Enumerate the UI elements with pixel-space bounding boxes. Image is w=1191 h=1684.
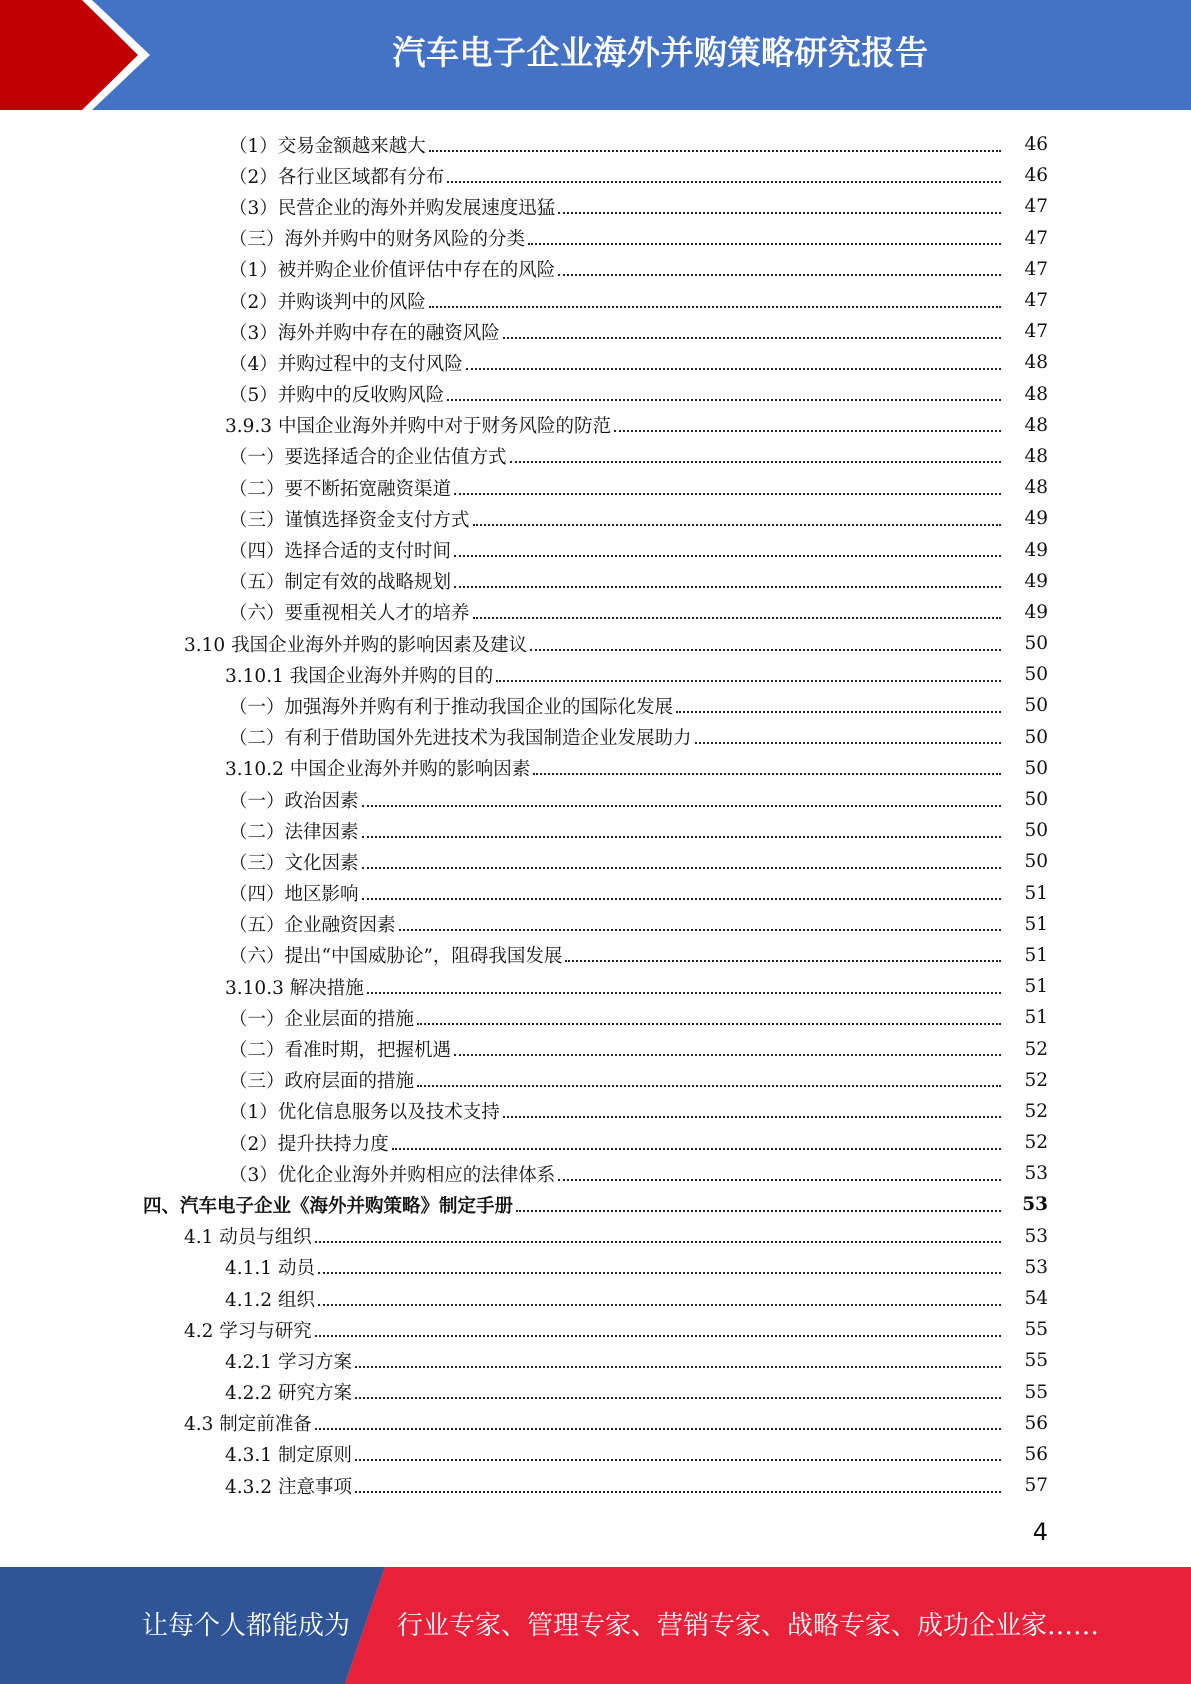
header-chevron-decoration xyxy=(0,0,160,110)
toc-entry-page: 47 xyxy=(1024,258,1048,280)
toc-entry-page: 51 xyxy=(1024,944,1048,966)
toc-entry-label: （1）被并购企业价值评估中存在的风险 xyxy=(229,260,556,282)
toc-entry-page: 49 xyxy=(1024,539,1048,561)
toc-entry-page: 49 xyxy=(1024,601,1048,623)
toc-entry-page: 55 xyxy=(1024,1350,1048,1372)
toc-entry[interactable] xyxy=(0,472,1191,503)
toc-entry[interactable] xyxy=(0,1439,1191,1470)
toc-dot-leader xyxy=(318,1272,1001,1274)
toc-entry[interactable] xyxy=(0,1033,1191,1064)
toc-entry-label: （二）看准时期，把握机遇 xyxy=(229,1040,452,1062)
toc-dot-leader xyxy=(318,1304,1001,1306)
toc-entry-page: 54 xyxy=(1024,1288,1048,1310)
toc-entry-label: 4.1 动员与组织 xyxy=(184,1227,312,1249)
toc-entry[interactable] xyxy=(0,659,1191,690)
toc-entry-label: （1）优化信息服务以及技术支持 xyxy=(229,1102,500,1124)
toc-dot-leader xyxy=(530,649,1001,651)
toc-entry-label: 4.2.2 研究方案 xyxy=(225,1383,352,1405)
toc-dot-leader xyxy=(565,960,1001,962)
toc-dot-leader xyxy=(466,368,1001,370)
toc-entry[interactable] xyxy=(0,129,1191,160)
toc-entry-page: 46 xyxy=(1024,165,1048,187)
toc-entry-label: 3.10.3 解决措施 xyxy=(225,977,364,999)
toc-entry-page: 50 xyxy=(1024,726,1048,748)
toc-entry-page: 51 xyxy=(1024,976,1048,998)
toc-entry-label: 四、汽车电子企业《海外并购策略》制定手册 xyxy=(143,1195,514,1217)
footer-slogan-right: 行业专家、管理专家、营销专家、战略专家、成功企业家…… xyxy=(397,1611,1100,1641)
toc-entry-label: （1）交易金额越来越大 xyxy=(229,135,426,157)
toc-entry[interactable] xyxy=(0,878,1191,909)
toc-dot-leader xyxy=(454,1054,1001,1056)
toc-dot-leader xyxy=(399,929,1001,931)
toc-entry-page: 47 xyxy=(1024,227,1048,249)
toc-entry[interactable] xyxy=(0,597,1191,628)
toc-entry-label: （2）提升扶持力度 xyxy=(229,1133,389,1155)
toc-entry[interactable] xyxy=(0,410,1191,441)
toc-entry-page: 57 xyxy=(1024,1475,1048,1497)
toc-entry[interactable] xyxy=(0,503,1191,534)
toc-entry-label: 3.9.3 中国企业海外并购中对于财务风险的防范 xyxy=(225,416,611,438)
toc-dot-leader xyxy=(355,1397,1001,1399)
toc-entry-page: 52 xyxy=(1024,1100,1048,1122)
toc-entry-page: 52 xyxy=(1024,1038,1048,1060)
toc-dot-leader xyxy=(510,461,1001,463)
toc-entry-page: 52 xyxy=(1024,1132,1048,1154)
toc-dot-leader xyxy=(473,617,1001,619)
toc-entry-label: （一）要选择适合的企业估值方式 xyxy=(229,447,507,469)
toc-dot-leader xyxy=(429,150,1001,152)
toc-entry-page: 50 xyxy=(1024,633,1048,655)
toc-entry-label: （4）并购过程中的支付风险 xyxy=(229,353,463,375)
toc-dot-leader xyxy=(355,1459,1001,1461)
toc-entry[interactable] xyxy=(0,566,1191,597)
toc-entry[interactable] xyxy=(0,1470,1191,1501)
toc-entry-page: 55 xyxy=(1024,1319,1048,1341)
toc-dot-leader xyxy=(676,711,1001,713)
toc-entry-label: （二）要不断拓宽融资渠道 xyxy=(229,478,452,500)
toc-entry-label: （四）地区影响 xyxy=(229,884,359,906)
toc-entry-page: 50 xyxy=(1024,757,1048,779)
toc-entry-page: 51 xyxy=(1024,913,1048,935)
toc-entry[interactable] xyxy=(0,1002,1191,1033)
toc-entry-label: （三）文化因素 xyxy=(229,852,359,874)
toc-entry[interactable] xyxy=(0,160,1191,191)
toc-entry-label: （五）企业融资因素 xyxy=(229,915,396,937)
toc-dot-leader xyxy=(558,274,1001,276)
toc-entry-page: 48 xyxy=(1024,477,1048,499)
toc-entry-page: 52 xyxy=(1024,1069,1048,1091)
page-number: 4 xyxy=(1032,1518,1048,1546)
toc-entry[interactable] xyxy=(0,1127,1191,1158)
toc-entry-page: 50 xyxy=(1024,820,1048,842)
toc-entry-page: 50 xyxy=(1024,664,1048,686)
toc-entry[interactable] xyxy=(0,191,1191,222)
toc-entry[interactable] xyxy=(0,1283,1191,1314)
toc-entry[interactable] xyxy=(0,1377,1191,1408)
toc-dot-leader xyxy=(367,992,1001,994)
toc-entry-label: 4.3.2 注意事项 xyxy=(225,1476,352,1498)
toc-entry[interactable] xyxy=(0,784,1191,815)
toc-entry[interactable] xyxy=(0,285,1191,316)
toc-dot-leader xyxy=(454,586,1001,588)
toc-entry-label: （一）加强海外并购有利于推动我国企业的国际化发展 xyxy=(229,696,674,718)
toc-entry-page: 47 xyxy=(1024,321,1048,343)
toc-entry[interactable] xyxy=(0,846,1191,877)
toc-entry-page: 50 xyxy=(1024,695,1048,717)
toc-dot-leader xyxy=(315,1335,1001,1337)
toc-dot-leader xyxy=(362,867,1001,869)
toc-entry-page: 50 xyxy=(1024,789,1048,811)
toc-entry-label: 4.2 学习与研究 xyxy=(184,1320,312,1342)
toc-dot-leader xyxy=(362,836,1001,838)
toc-entry-label: （五）制定有效的战略规划 xyxy=(229,572,452,594)
toc-dot-leader xyxy=(355,1366,1001,1368)
toc-entry-label: 4.1.1 动员 xyxy=(225,1258,315,1280)
toc-entry[interactable] xyxy=(0,223,1191,254)
toc-dot-leader xyxy=(315,1428,1001,1430)
toc-entry-page: 56 xyxy=(1024,1443,1048,1465)
toc-entry-label: （3）优化企业海外并购相应的法律体系 xyxy=(229,1164,556,1186)
toc-entry-page: 49 xyxy=(1024,508,1048,530)
toc-dot-leader xyxy=(533,773,1001,775)
toc-entry-page: 51 xyxy=(1024,882,1048,904)
toc-dot-leader xyxy=(558,212,1001,214)
toc-entry-label: （2）各行业区域都有分布 xyxy=(229,166,445,188)
toc-dot-leader xyxy=(516,1210,1001,1212)
toc-entry-label: （三）政府层面的措施 xyxy=(229,1071,415,1093)
toc-entry-label: 4.1.2 组织 xyxy=(225,1289,315,1311)
toc-entry[interactable] xyxy=(0,628,1191,659)
page-header xyxy=(0,0,1191,110)
toc-entry[interactable] xyxy=(0,722,1191,753)
toc-entry-label: （3）海外并购中存在的融资风险 xyxy=(229,322,500,344)
toc-dot-leader xyxy=(454,493,1001,495)
toc-entry-label: 4.3 制定前准备 xyxy=(184,1414,312,1436)
toc-entry[interactable] xyxy=(0,1189,1191,1220)
toc-entry-label: 4.3.1 制定原则 xyxy=(225,1445,352,1467)
page-footer xyxy=(0,1567,1191,1684)
toc-entry[interactable] xyxy=(0,347,1191,378)
toc-dot-leader xyxy=(447,181,1001,183)
toc-entry-page: 53 xyxy=(1024,1256,1048,1278)
toc-entry-page: 53 xyxy=(1024,1163,1048,1185)
toc-entry[interactable] xyxy=(0,1252,1191,1283)
toc-entry-page: 48 xyxy=(1024,352,1048,374)
report-title: 汽车电子企业海外并购策略研究报告 xyxy=(392,33,929,72)
toc-entry-label: （六）要重视相关人才的培养 xyxy=(229,603,470,625)
toc-dot-leader xyxy=(614,430,1001,432)
toc-entry[interactable] xyxy=(0,971,1191,1002)
toc-dot-leader xyxy=(454,555,1001,557)
toc-entry[interactable] xyxy=(0,1408,1191,1439)
toc-dot-leader xyxy=(429,306,1001,308)
toc-entry-label: （二）有利于借助国外先进技术为我国制造企业发展助力 xyxy=(229,728,692,750)
toc-entry-label: 3.10.2 中国企业海外并购的影响因素 xyxy=(225,759,531,781)
toc-entry-label: （三）谨慎选择资金支付方式 xyxy=(229,509,470,531)
toc-dot-leader xyxy=(503,1116,1001,1118)
toc-entry[interactable] xyxy=(0,1096,1191,1127)
toc-entry-page: 48 xyxy=(1024,445,1048,467)
toc-entry-page: 53 xyxy=(1022,1194,1048,1216)
toc-entry[interactable] xyxy=(0,1221,1191,1252)
toc-dot-leader xyxy=(417,1023,1001,1025)
toc-dot-leader xyxy=(417,1085,1001,1087)
toc-entry-label: （三）海外并购中的财务风险的分类 xyxy=(229,229,526,251)
toc-entry[interactable] xyxy=(0,316,1191,347)
table-of-contents xyxy=(0,129,1191,1501)
toc-entry-label: （5）并购中的反收购风险 xyxy=(229,385,445,407)
toc-entry-label: 3.10.1 我国企业海外并购的目的 xyxy=(225,665,494,687)
toc-dot-leader xyxy=(315,1241,1001,1243)
toc-entry-page: 51 xyxy=(1024,1007,1048,1029)
toc-entry[interactable] xyxy=(0,1314,1191,1345)
toc-dot-leader xyxy=(355,1491,1001,1493)
toc-entry[interactable] xyxy=(0,909,1191,940)
toc-entry[interactable] xyxy=(0,441,1191,472)
toc-entry-label: （一）企业层面的措施 xyxy=(229,1008,415,1030)
toc-dot-leader xyxy=(528,243,1001,245)
toc-entry-label: （四）选择合适的支付时间 xyxy=(229,541,452,563)
toc-entry-page: 55 xyxy=(1024,1381,1048,1403)
toc-entry-label: 3.10 我国企业海外并购的影响因素及建议 xyxy=(184,634,528,656)
toc-dot-leader xyxy=(496,680,1001,682)
toc-entry-label: （3）民营企业的海外并购发展速度迅猛 xyxy=(229,197,556,219)
toc-dot-leader xyxy=(695,742,1001,744)
toc-entry[interactable] xyxy=(0,815,1191,846)
toc-dot-leader xyxy=(362,898,1001,900)
toc-dot-leader xyxy=(362,805,1001,807)
toc-entry-label: （2）并购谈判中的风险 xyxy=(229,291,426,313)
toc-entry-page: 53 xyxy=(1024,1225,1048,1247)
toc-entry-page: 48 xyxy=(1024,383,1048,405)
toc-entry[interactable] xyxy=(0,1158,1191,1189)
toc-entry[interactable] xyxy=(0,753,1191,784)
toc-entry-page: 49 xyxy=(1024,570,1048,592)
toc-entry-page: 56 xyxy=(1024,1412,1048,1434)
toc-entry-page: 47 xyxy=(1024,290,1048,312)
toc-entry-page: 47 xyxy=(1024,196,1048,218)
toc-entry-page: 46 xyxy=(1024,134,1048,156)
toc-entry[interactable] xyxy=(0,690,1191,721)
toc-entry[interactable] xyxy=(0,940,1191,971)
toc-entry-label: （一）政治因素 xyxy=(229,790,359,812)
toc-entry[interactable] xyxy=(0,534,1191,565)
footer-slogan-left: 让每个人都能成为 xyxy=(142,1611,351,1641)
toc-entry-page: 48 xyxy=(1024,414,1048,436)
toc-entry[interactable] xyxy=(0,1065,1191,1096)
toc-entry-label: （二）法律因素 xyxy=(229,821,359,843)
toc-dot-leader xyxy=(503,337,1001,339)
toc-dot-leader xyxy=(558,1179,1001,1181)
toc-entry-label: （六）提出“中国威胁论”，阻碍我国发展 xyxy=(229,946,563,968)
toc-entry-label: 4.2.1 学习方案 xyxy=(225,1351,352,1373)
toc-dot-leader xyxy=(473,524,1001,526)
toc-entry[interactable] xyxy=(0,1345,1191,1376)
toc-entry[interactable] xyxy=(0,379,1191,410)
toc-dot-leader xyxy=(392,1148,1001,1150)
toc-dot-leader xyxy=(447,399,1001,401)
toc-entry[interactable] xyxy=(0,254,1191,285)
toc-entry-page: 50 xyxy=(1024,851,1048,873)
